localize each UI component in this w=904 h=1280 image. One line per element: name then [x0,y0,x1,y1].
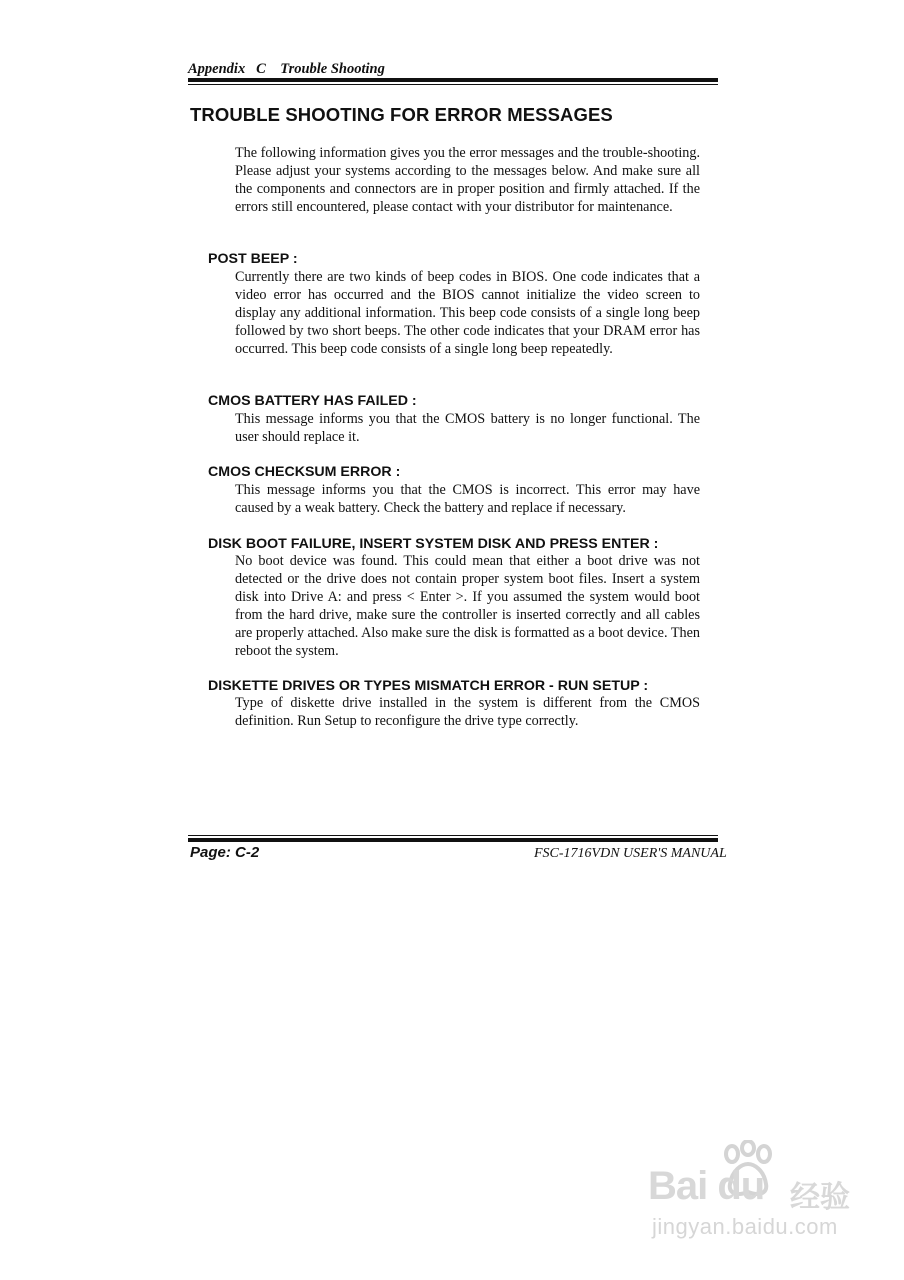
baidu-watermark [640,1140,870,1250]
section-heading-cmos-battery: CMOS BATTERY HAS FAILED : [208,393,417,409]
section-heading-diskette-mismatch: DISKETTE DRIVES OR TYPES MISMATCH ERROR - RUN SETUP : [208,678,649,694]
section-body-post-beep: Currently there are two kinds of beep codes in BIOS. One code indicates that a video error has occurred and the BIOS cannot initialize the video screen to display any additional information. This beep code consists of a single long beep followed by two short beeps. The other code indicates that your DRAM error has occurred. This beep code consists of a single long beep repeatedly. [235,269,700,357]
watermark-url: jingyan.baidu.com [652,1214,838,1239]
header-rule-thin [188,84,718,85]
running-header: Appendix C Trouble Shooting [188,61,385,77]
section-body-cmos-checksum: This message informs you that the CMOS is incorrect. This error may have caused by a weak battery. Check the battery and replace if necessary. [235,482,700,516]
jingyan-text: 经验 [790,1180,850,1215]
intro-paragraph: The following information gives you the error messages and the trouble-shooting. Please adjust your systems according to the messages below. And make sure all the components and connectors are in proper position and firmly attached. If the errors still encountered, please contact with your distributor for maintenance. [235,145,700,215]
section-body-disk-boot-failure: No boot device was found. This could mean that either a boot drive was not detected or the drive does not contain proper system boot files. Insert a system disk into Drive A: and press < Enter >. If you assumed the system would boot from the hard drive, make sure the controller is inserted correctly and all cables are properly attached. Also make sure the disk is formatted as a boot device. Then reboot the system. [235,553,700,659]
header-rule-thick [188,78,718,82]
section-heading-cmos-checksum: CMOS CHECKSUM ERROR : [208,464,401,480]
section-body-cmos-battery: This message informs you that the CMOS battery is no longer functional. The user should replace it. [235,411,700,445]
footer-rule-thick [188,838,718,842]
section-heading-post-beep: POST BEEP : [208,251,298,267]
baidu-logo-text: Bai du [648,1164,765,1208]
page-number: Page: C-2 [190,844,260,861]
footer-rule-thin [188,835,718,836]
manual-title: FSC-1716VDN USER'S MANUAL [534,846,727,861]
page-title: TROUBLE SHOOTING FOR ERROR MESSAGES [190,104,613,125]
section-heading-disk-boot-failure: DISK BOOT FAILURE, INSERT SYSTEM DISK AND PRESS ENTER : [208,536,659,552]
section-body-diskette-mismatch: Type of diskette drive installed in the system is different from the CMOS definition. Run Setup to reconfigure the drive type correctly. [235,695,700,729]
